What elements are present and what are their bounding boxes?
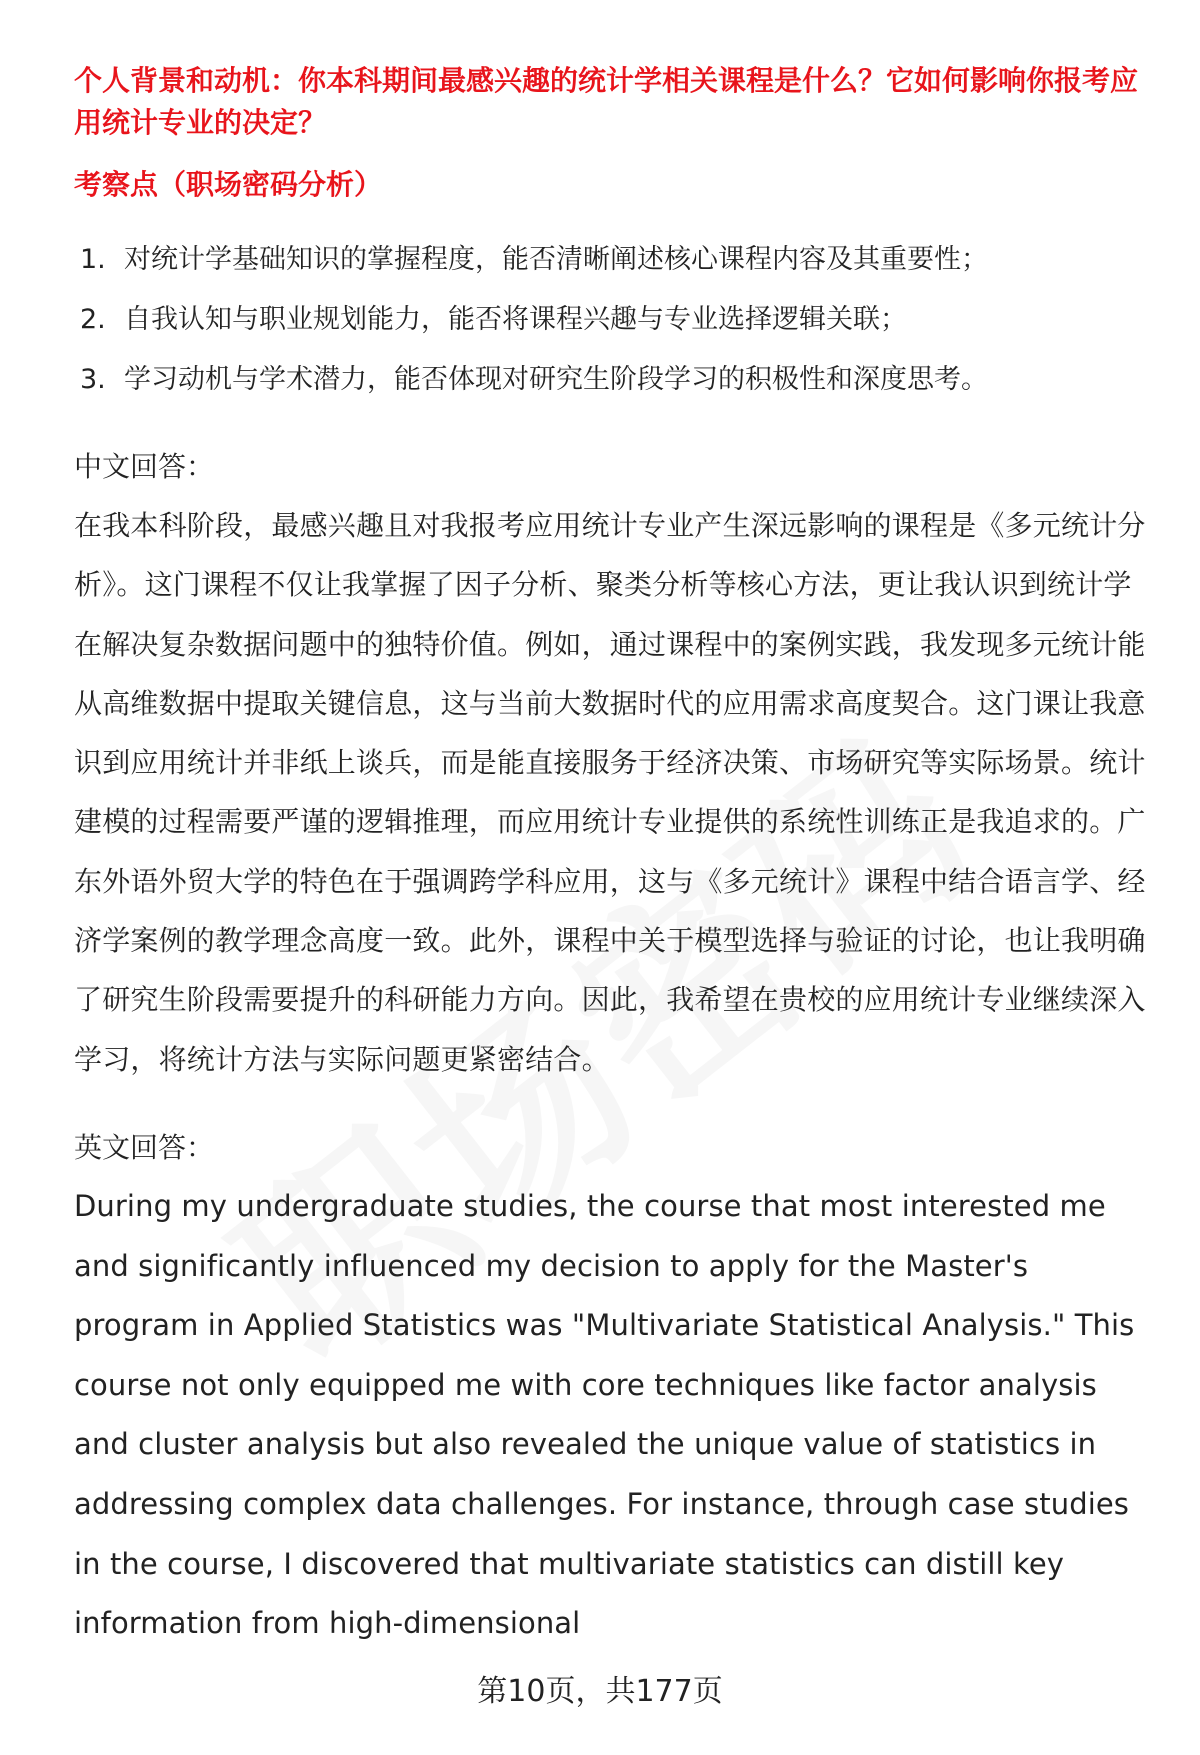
- english-answer-label: 英文回答：: [74, 1130, 215, 1164]
- list-item-text: 学习动机与学术潜力，能否体现对研究生阶段学习的积极性和深度思考。: [124, 364, 988, 395]
- assessment-title: 考察点（职场密码分析）: [74, 168, 383, 201]
- list-item: [80, 230, 1154, 290]
- english-answer-text: During my undergraduate studies, the course that most interested me and significantly influenced my decision to apply for the Master's program in Applied Statistics was "Multivariate Statistical Analysis." This course not only equipped me with core techniques like factor analysis and cluster analysis but also revealed the unique value of statistics in addressing complex data challenges. For instance, through case studies in the course, I discovered that multivariate statistics can distill key information from high-dimensional: [74, 1188, 1135, 1641]
- chinese-answer-label: 中文回答：: [74, 450, 215, 483]
- list-item-number: 2.: [80, 304, 106, 335]
- list-item: [80, 290, 1154, 350]
- assessment-list: [74, 230, 1154, 410]
- chinese-answer-text: 在我本科阶段，最感兴趣且对我报考应用统计专业产生深远影响的课程是《多元统计分析》。这门课程不仅让我掌握了因子分析、聚类分析等核心方法，更让我认识到统计学在解决复杂数据问题中的独特价值。例如，通过课程中的案例实践，我发现多元统计能从高维数据中提取关键信息，这与当前大数据时代的应用需求高度契合。这门课让我意识到应用统计并非纸上谈兵，而是能直接服务于经济决策、市场研究等实际场景。统计建模的过程需要严谨的逻辑推理，而应用统计专业提供的系统性训练正是我追求的。广东外语外贸大学的特色在于强调跨学科应用，这与《多元统计》课程中结合语言学、经济学案例的教学理念高度一致。此外，课程中关于模型选择与验证的讨论，也让我明确了研究生阶段需要提升的科研能力方向。因此，我希望在贵校的应用统计专业继续深入学习，将统计方法与实际问题更紧密结合。: [74, 509, 1146, 1076]
- document-page: [74, 60, 1154, 1654]
- list-item: [80, 350, 1154, 410]
- list-item-number: 1.: [80, 244, 106, 275]
- list-item-text: 对统计学基础知识的掌握程度，能否清晰阐述核心课程内容及其重要性；: [124, 244, 988, 275]
- page-number-footer: 第10页，共177页: [477, 1674, 723, 1709]
- question-heading: 个人背景和动机：你本科期间最感兴趣的统计学相关课程是什么？它如何影响你报考应用统计专业的决定？: [74, 64, 1139, 139]
- list-item-text: 自我认知与职业规划能力，能否将课程兴趣与专业选择逻辑关联；: [124, 304, 907, 335]
- list-item-number: 3.: [80, 364, 106, 395]
